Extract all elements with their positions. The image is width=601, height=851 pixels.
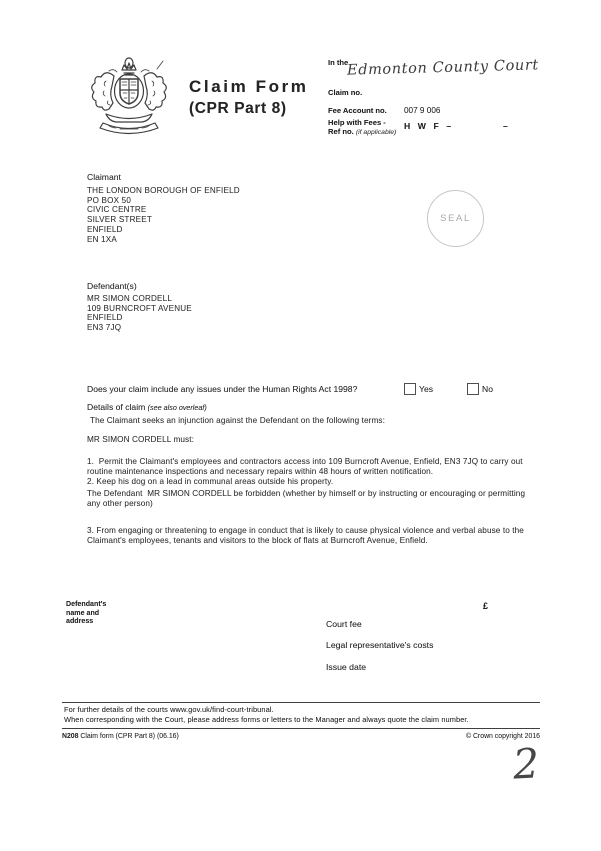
no-checkbox-label: No	[482, 384, 493, 394]
hwf-label-line1: Help with Fees -	[328, 118, 386, 127]
hwf-value2: –	[503, 121, 511, 131]
currency-symbol: £	[483, 601, 488, 611]
claimant-address-line: EN 1XA	[87, 234, 117, 244]
court-seal	[427, 190, 484, 247]
defendant-address	[87, 294, 192, 333]
royal-coat-of-arms-icon	[84, 55, 174, 139]
yes-checkbox[interactable]	[404, 383, 416, 395]
footer-divider-top	[62, 702, 540, 703]
claimant-address-line: CIVIC CENTRE	[87, 205, 147, 215]
claimant-address-line: PO BOX 50	[87, 195, 132, 205]
legal-costs-label: Legal representative's costs	[326, 640, 434, 650]
claim-term-2: 2. Keep his dog on a lead in communal areas outside his property.	[87, 477, 334, 487]
fee-account-value: 007 9 006	[404, 106, 441, 115]
footer-divider-bottom	[62, 728, 540, 729]
form-code: N208 Claim form (CPR Part 8) (06.16)	[62, 733, 179, 740]
footer-meta-row	[62, 733, 540, 740]
claimant-address-line: THE LONDON BOROUGH OF ENFIELD	[87, 186, 240, 195]
forbidden-clause: The Defendant MR SIMON CORDELL be forbidden (whether by himself or by instructing or encouraging or permitting any other person)	[87, 489, 528, 509]
handwritten-page-number: 2	[511, 739, 541, 789]
claim-term-3: 3. From engaging or threatening to engage in conduct that is likely to cause physical violence and verbal abuse to the Claimant's employees, tenants and visitors to the block of flats at Burncroft Avenue, Enfield.	[87, 526, 527, 546]
issue-date-label: Issue date	[326, 662, 367, 672]
defendant-address-line: ENFIELD	[87, 313, 123, 323]
court-seal-label: SEAL	[440, 213, 471, 224]
defendant-address-line: EN3 7JQ	[87, 323, 122, 333]
court-name-handwritten: Edmonton County Court	[346, 57, 540, 79]
crown-copyright: © Crown copyright 2016	[465, 733, 540, 740]
claim-term-1: 1. Permit the Claimant's employees and contractors access into 109 Burncroft Avenue, Enfield, EN3 7JQ to carry out routine maintenance inspections and necessary repairs within 48 hours of written notification.	[87, 457, 526, 477]
court-fee-label: Court fee	[326, 619, 362, 629]
hwf-label-line2: Ref no. (if applicable)	[328, 127, 397, 136]
must-line: MR SIMON CORDELL must:	[87, 435, 194, 444]
fee-account-label: Fee Account no.	[328, 106, 387, 115]
footer-corresponding-info: When corresponding with the Court, please address forms or letters to the Manager and always quote the claim number.	[64, 715, 469, 724]
footer-courts-info: For further details of the courts www.gov.uk/find-court-tribunal.	[64, 705, 274, 714]
yes-checkbox-label: Yes	[419, 384, 434, 394]
form-title: Claim Form	[189, 77, 309, 96]
details-heading-note: (see also overleaf)	[147, 403, 207, 412]
hra-question: Does your claim include any issues under the Human Rights Act 1998?	[87, 384, 358, 394]
hwf-label-note: (if applicable)	[355, 129, 397, 136]
no-checkbox[interactable]	[467, 383, 479, 395]
defendant-name-address-label: Defendant's name and address	[66, 600, 107, 626]
claimant-address-line: SILVER STREET	[87, 215, 152, 225]
form-subtitle: (CPR Part 8)	[189, 100, 287, 117]
hwf-value: H W F –	[404, 121, 454, 131]
claimant-address-line: ENFIELD	[87, 224, 123, 234]
claimant-address	[87, 186, 240, 244]
claim-no-label: Claim no.	[328, 88, 363, 97]
claimant-label: Claimant	[87, 172, 121, 182]
defendant-label: Defendant(s)	[87, 281, 137, 291]
details-heading: Details of claim (see also overleaf)	[87, 402, 207, 412]
defendant-address-line: 109 BURNCROFT AVENUE	[87, 303, 192, 313]
details-intro: The Claimant seeks an injunction against the Defendant on the following terms:	[90, 416, 385, 425]
in-the-label: In the	[328, 58, 349, 67]
defendant-address-line: MR SIMON CORDELL	[87, 294, 173, 303]
